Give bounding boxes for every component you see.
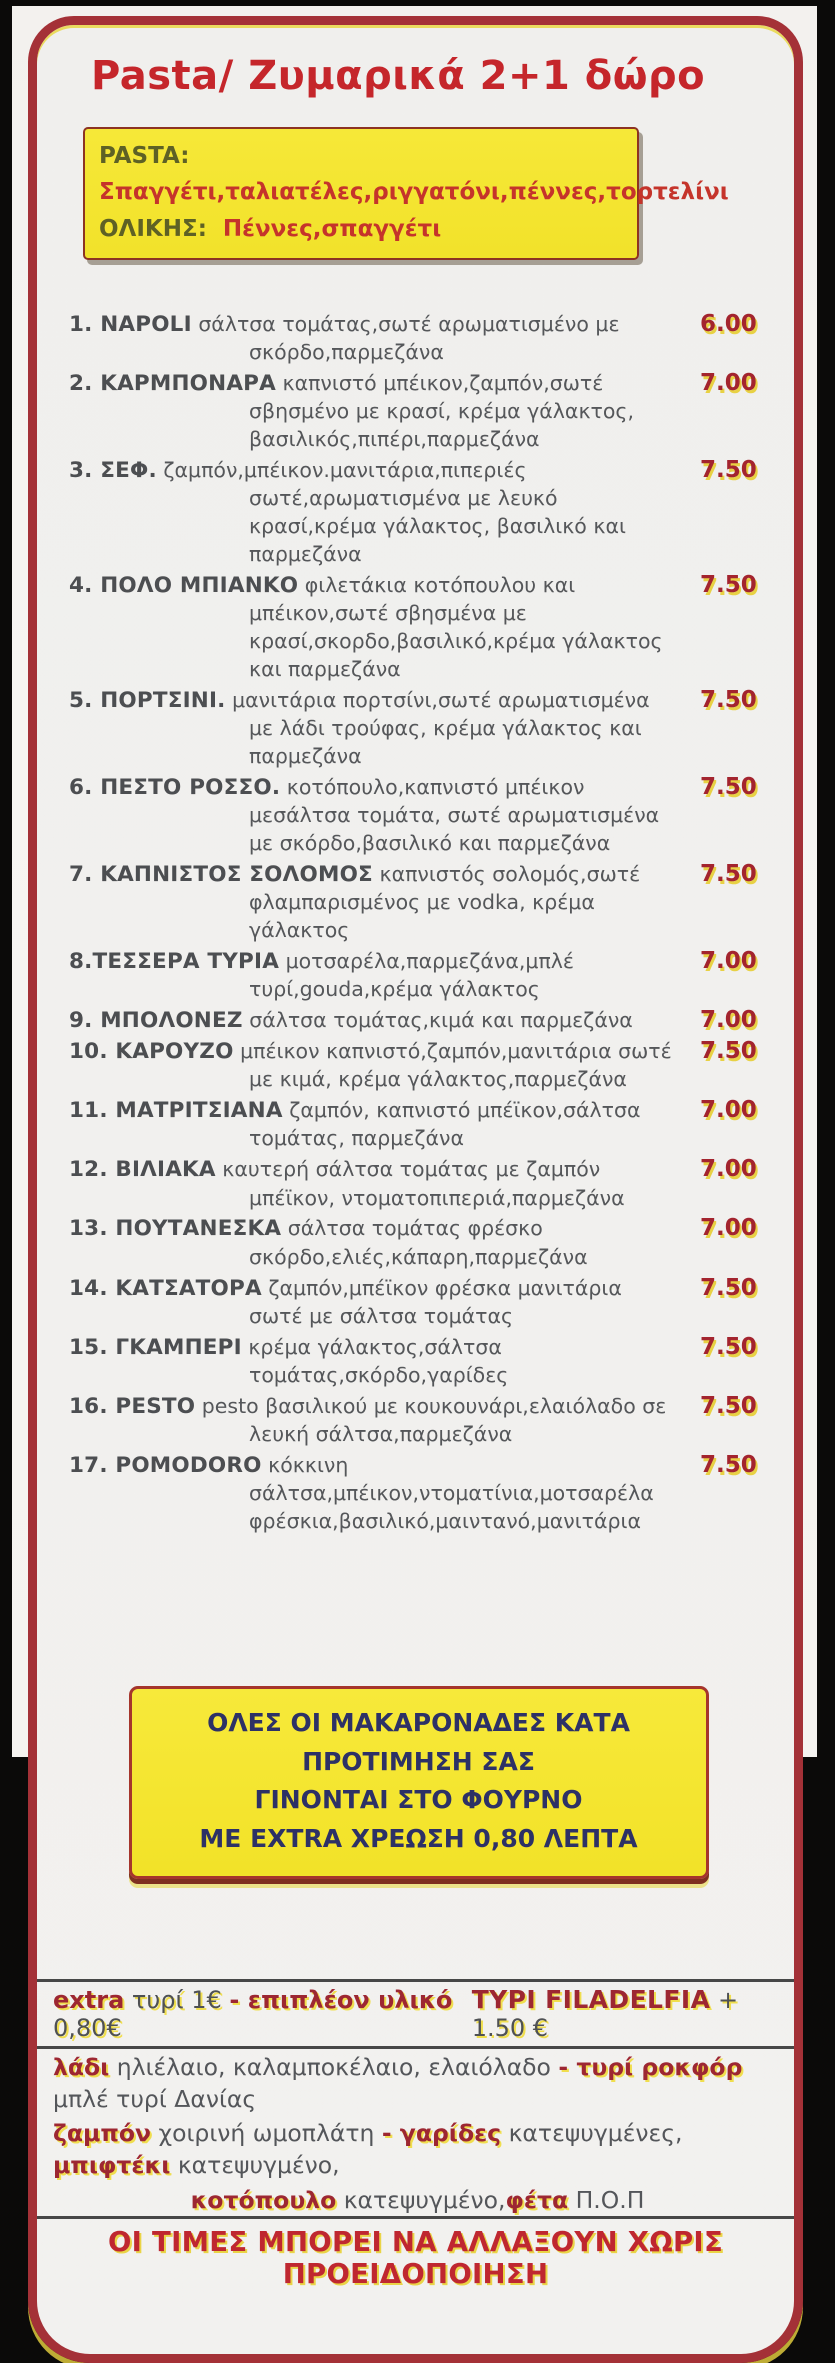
- menu-item-price: 7.50: [700, 457, 757, 484]
- oven-option-line2: ΓΙΝΟΝΤΑΙ ΣΤΟ ΦΟΥΡΝΟ: [254, 1785, 583, 1815]
- roquefort-detail: μπλέ τυρί Δανίας: [53, 2084, 257, 2113]
- extra-ingredient-label: - επιπλέον υλικό: [229, 1985, 453, 2014]
- menu-item-description: σάλτσα τομάτας,σωτέ αρωματισμένο με σκόρδο,παρμεζάνα: [198, 311, 620, 365]
- ham-detail: χοιρινή ωμοπλάτη: [151, 2119, 382, 2148]
- menu-item-text: [69, 1451, 700, 1536]
- menu-item-row: [69, 1214, 776, 1271]
- menu-item-price: 7.50: [700, 571, 757, 598]
- menu-item-description: σάλτσα τομάτας φρέσκο σκόρδο,ελιές,κάπαρη,παρμεζάνα: [249, 1216, 588, 1269]
- menu-item-text: [69, 1214, 700, 1271]
- menu-item-name: 12. ΒΙΛΙΑΚΑ: [69, 1157, 216, 1183]
- menu-item-name: 10. ΚΑΡΟΥΖΟ: [69, 1039, 234, 1065]
- chicken-detail: κατεψυγμένο,: [336, 2185, 506, 2214]
- menu-item-description: μοτσαρέλα,παρμεζάνα,μπλέ τυρί,gouda,κρέμα γάλακτος: [249, 948, 575, 1001]
- menu-item-text: [69, 1333, 700, 1390]
- menu-item-text: [69, 456, 700, 569]
- menu-item-row: [69, 773, 776, 858]
- menu-item-text: [69, 773, 700, 858]
- menu-item-row: [69, 1451, 776, 1536]
- menu-item-name: 5. ΠΟΡΤΣΙΝΙ.: [69, 687, 226, 713]
- menu-list: [61, 310, 776, 1536]
- menu-item-row: [69, 1037, 776, 1094]
- menu-item-row: [69, 686, 776, 771]
- menu-item-price: 7.00: [700, 370, 757, 397]
- ham-label: ζαμπόν: [53, 2119, 152, 2148]
- feta-detail: Π.Ο.Π: [568, 2185, 645, 2214]
- menu-item-description: καπνιστός σολομός,σωτέ φλαμπαρισμένος με vodka, κρέμα γάλακτος: [249, 861, 641, 942]
- menu-item-name: 1. NAPOLI: [69, 311, 192, 337]
- menu-item-description: καπνιστό μπέικον,ζαμπόν,σωτέ σβησμένο με κρασί, κρέμα γάλακτος, βασιλικός,πιπέρι,παρμεζάνα: [249, 371, 634, 452]
- menu-item-name: 6. ΠΕΣΤΟ ΡΟΣΣΟ.: [69, 774, 281, 800]
- menu-item-price: 7.00: [700, 1156, 757, 1183]
- menu-item-row: [69, 860, 776, 945]
- menu-item-description: φιλετάκια κοτόπουλου και μπέικον,σωτέ σβησμένα με κρασί,σκορδο,βασιλικό,κρέμα γάλακτος και παρμεζάνα: [249, 572, 663, 681]
- menu-item-price: 7.50: [700, 1274, 757, 1301]
- menu-item-row: [69, 1392, 776, 1449]
- menu-item-name: 7. ΚΑΠΝΙΣΤΟΣ ΣΟΛΟΜΟΣ: [69, 861, 373, 887]
- menu-item-description: μανιτάρια πορτσίνι,σωτέ αρωματισμένα με λάδι τρούφας, κρέμα γάλακτος και παρμεζάνα: [232, 687, 650, 768]
- burger-label: μπιφτέκι: [53, 2151, 171, 2179]
- menu-item-description: σάλτσα τομάτας,κιμά και παρμεζάνα: [249, 1007, 633, 1032]
- menu-item-description: pesto βασιλικού με κουκουνάρι,ελαιόλαδο σε λευκή σάλτσα,παρμεζάνα: [201, 1393, 667, 1446]
- extra-cheese-price: τυρί 1€: [124, 1985, 230, 2014]
- menu-item-text: [69, 860, 700, 945]
- ingredients-info-row1: [37, 2049, 794, 2115]
- menu-item-text: [69, 369, 700, 454]
- menu-item-description: ζαμπόν,μπέικον.μανιτάρια,πιπεριές σωτέ,αρωματισμένα με λευκό κρασί,κρέμα γάλακτος, βασιλικό και παρμεζάνα: [163, 458, 626, 567]
- pasta-label: PASTA:: [99, 143, 190, 169]
- menu-paper: [12, 6, 817, 2291]
- menu-item-text: [69, 1096, 700, 1153]
- menu-item-description: ζαμπόν, καπνιστό μπέϊκον,σάλτσα τομάτας, παρμεζάνα: [249, 1098, 641, 1151]
- extras-pricing-right: [472, 1985, 780, 2042]
- menu-item-price: 7.50: [700, 1451, 757, 1478]
- menu-item-name: 17. POMODORO: [69, 1452, 262, 1478]
- menu-item-text: [69, 1006, 700, 1035]
- menu-item-row: [69, 571, 776, 684]
- menu-item-description: ζαμπόν,μπέϊκον φρέσκα μανιτάρια σωτέ με σάλτσα τομάτας: [249, 1275, 622, 1328]
- extras-section: [37, 1979, 794, 2301]
- oven-option-line3: ΜΕ EXTRA ΧΡΕΩΣΗ 0,80 ΛΕΠΤΑ: [199, 1824, 638, 1854]
- menu-item-name: 11. ΜΑΤΡΙΤΣΙΑΝΑ: [69, 1098, 283, 1124]
- wholewheat-label: ΟΛΙΚΗΣ:: [99, 215, 207, 242]
- pasta-types-box: [83, 127, 729, 260]
- feta-label: φέτα: [505, 2185, 569, 2214]
- menu-item-row: [69, 310, 776, 367]
- chicken-label: κοτόπουλο: [190, 2185, 337, 2214]
- extra-ingredient-price: 0,80€: [53, 2013, 122, 2042]
- oil-detail: ηλιέλαιο, καλαμποκέλαιο, ελαιόλαδο: [109, 2052, 559, 2081]
- shrimp-detail: κατεψυγμένες,: [501, 2119, 683, 2148]
- burger-detail: κατεψυγμένο,: [170, 2151, 340, 2179]
- menu-item-price: 7.00: [700, 947, 757, 974]
- pasta-types-line: [99, 138, 729, 211]
- menu-item-text: [69, 310, 700, 367]
- menu-card: [28, 16, 803, 2363]
- menu-item-name: 15. ΓΚΑΜΠΕΡΙ: [69, 1334, 242, 1360]
- menu-item-name: 16. PESTO: [69, 1393, 196, 1419]
- menu-item-text: [69, 1155, 700, 1212]
- menu-item-row: [69, 1333, 776, 1390]
- price-change-notice: ΟΙ ΤΙΜΕΣ ΜΠΟΡΕΙ ΝΑ ΑΛΛΑΞΟΥΝ ΧΩΡΙΣ ΠΡΟΕΙΔΟΠΟΙΗΣΗ: [107, 2226, 724, 2291]
- menu-item-row: [69, 456, 776, 569]
- menu-item-description: κρέμα γάλακτος,σάλτσα τομάτας,σκόρδο,γαρίδες: [248, 1334, 509, 1387]
- menu-item-price: 6.00: [700, 310, 757, 337]
- filadelfia-label: ΤΥΡΙ FILADELFIA: [471, 1984, 711, 2014]
- menu-item-price: 7.50: [700, 860, 757, 887]
- menu-item-description: κόκκινη σάλτσα,μπέικον,ντοματίνια,μοτσαρέλα φρέσκια,βασιλικό,μαιντανό,μανιτάρια: [249, 1452, 654, 1533]
- menu-item-price: 7.00: [700, 1006, 757, 1033]
- menu-item-description: κοτόπουλο,καπνιστό μπέικον μεσάλτσα τομάτα, σωτέ αρωματισμένα με σκόρδο,βασιλικό και παρμεζάνα: [249, 774, 660, 855]
- menu-item-name: 8.ΤΕΣΣΕΡΑ ΤΥΡΙΑ: [69, 948, 280, 974]
- menu-item-row: [69, 1006, 776, 1035]
- menu-item-row: [69, 1274, 776, 1331]
- menu-item-name: 2. ΚΑΡΜΠΟΝΑΡΑ: [69, 371, 276, 397]
- menu-item-name: 14. ΚΑΤΣΑΤΟΡΑ: [69, 1275, 262, 1301]
- menu-item-description: καυτερή σάλτσα τομάτας με ζαμπόν μπέϊκον, ντοματοπιπεριά,παρμεζάνα: [222, 1157, 625, 1210]
- pasta-value: Σπαγγέτι,ταλιατέλες,ριγγατόνι,πέννες,τορτελίνι: [99, 179, 729, 206]
- ingredients-info-row3: [37, 2182, 794, 2217]
- oven-option-line1: ΟΛΕΣ ΟΙ ΜΑΚΑΡΟΝΑΔΕΣ ΚΑΤΑ ΠΡΟΤΙΜΗΣΗ ΣΑΣ: [207, 1707, 630, 1776]
- menu-item-price: 7.50: [700, 1392, 757, 1419]
- menu-item-description: μπέικον καπνιστό,ζαμπόν,μανιτάρια σωτέ με κιμά, κρέμα γάλακτος,παρμεζάνα: [240, 1039, 672, 1092]
- menu-item-name: 3. ΣΕΦ.: [69, 458, 157, 484]
- menu-item-price: 7.50: [700, 1038, 757, 1065]
- menu-item-row: [69, 1155, 776, 1212]
- menu-item-price: 7.50: [700, 686, 757, 713]
- menu-item-name: 13. ΠΟΥΤΑΝΕΣΚΑ: [69, 1216, 282, 1242]
- menu-item-row: [69, 1096, 776, 1153]
- menu-item-name: 4. ΠΟΛΟ ΜΠΙΑΝΚΟ: [69, 572, 299, 598]
- menu-item-price: 7.50: [700, 1333, 757, 1360]
- filadelfia-price: + 1.50 €: [471, 1985, 739, 2042]
- wholewheat-types-line: [99, 211, 623, 247]
- menu-item-text: [69, 571, 700, 684]
- roquefort-label: - τυρί ροκφόρ: [558, 2052, 743, 2081]
- menu-item-text: [69, 686, 700, 771]
- menu-item-text: [69, 1037, 700, 1094]
- extras-pricing-left: [53, 1986, 472, 2042]
- shrimp-label: - γαρίδες: [381, 2119, 502, 2148]
- menu-item-name: 9. ΜΠΟΛΟΝΕΖ: [69, 1007, 243, 1033]
- extras-pricing-row: [37, 1982, 794, 2046]
- menu-item-row: [69, 947, 776, 1004]
- oven-option-box: [129, 1686, 709, 1879]
- menu-item-text: [69, 1392, 700, 1449]
- page-title: Pasta/ Ζυμαρικά 2+1 δώρο: [91, 53, 706, 99]
- extra-label: extra: [53, 1985, 125, 2014]
- wholewheat-value: Πέννες,σπαγγέτι: [222, 215, 442, 242]
- menu-item-text: [69, 1274, 700, 1331]
- menu-item-row: [69, 369, 776, 454]
- menu-item-price: 7.00: [700, 1097, 757, 1124]
- menu-item-price: 7.50: [700, 773, 757, 800]
- menu-item-price: 7.00: [700, 1215, 757, 1242]
- oil-label: λάδι: [53, 2052, 110, 2081]
- ingredients-info-row2: [37, 2115, 794, 2181]
- menu-item-text: [69, 947, 700, 1004]
